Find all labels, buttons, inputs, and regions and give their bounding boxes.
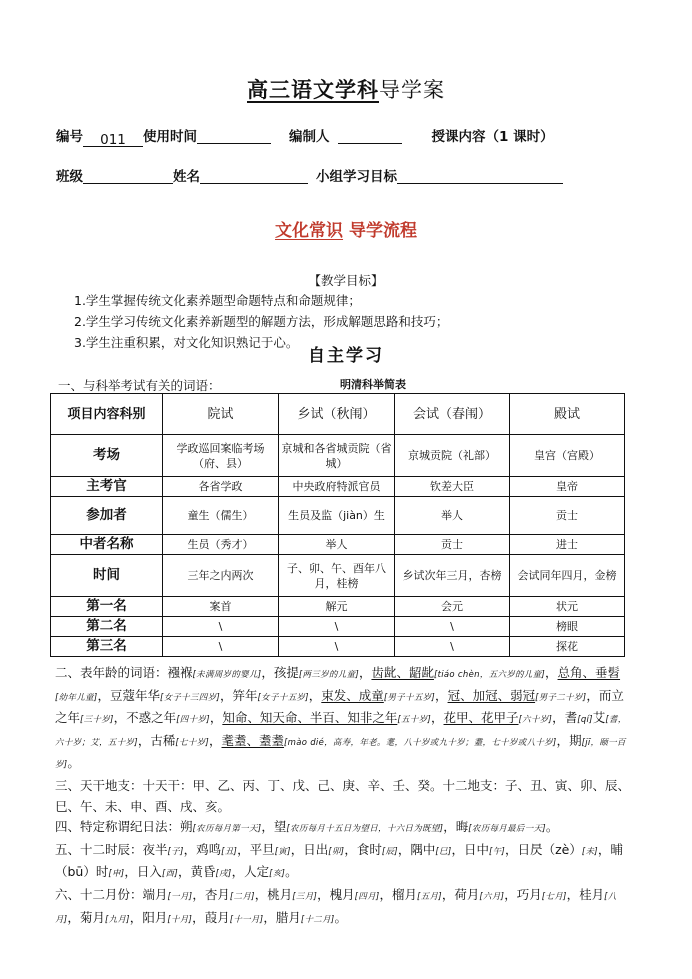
shichen-term: 平旦 xyxy=(249,841,275,857)
table-cell: 生员及监（jiàn）生 xyxy=(279,497,395,535)
month-note: [六月] xyxy=(479,891,505,902)
age-term: 豆蔻年华 xyxy=(109,687,160,703)
special-dates-paragraph xyxy=(55,817,630,840)
month-note: [五月] xyxy=(417,891,442,902)
age-note: [mào dié，高寿，年老。耄，八十岁或九十岁；耋，七十岁或八十岁] xyxy=(284,737,557,748)
table-cell: 中央政府特派官员 xyxy=(279,477,395,497)
month-note: [四月] xyxy=(354,891,380,902)
table-cell: 状元 xyxy=(510,597,625,617)
age-pinyin: [tiáo chèn， xyxy=(433,670,489,680)
table-cell: 举人 xyxy=(279,535,395,555)
separator: ， xyxy=(137,732,151,748)
age-note: [男子十五岁] xyxy=(383,692,436,703)
shichen-note: [丑] xyxy=(221,846,238,857)
month-note: [十一月] xyxy=(229,914,264,925)
age-note: [jī，颐一百岁] xyxy=(55,737,626,771)
meta-line-1 xyxy=(56,125,554,147)
number-label: 编号 xyxy=(56,129,83,145)
date-term: 朔 xyxy=(180,819,193,835)
table-row xyxy=(51,477,625,497)
age-note: [女子十三四岁] xyxy=(159,692,221,703)
time-field[interactable] xyxy=(197,129,271,144)
table-row xyxy=(51,597,625,617)
date-note: [农历每月最后一天] xyxy=(468,824,546,835)
separator: ， xyxy=(129,909,143,925)
goal-item: 1.学生掌握传统文化素养题型命题特点和命题规律； xyxy=(74,293,361,308)
month-term: 菊月 xyxy=(79,909,105,925)
separator: ， xyxy=(209,710,223,726)
age-terms-lead: 二、表年龄的词语： xyxy=(55,665,168,680)
row-header: 第二名 xyxy=(51,617,163,637)
row-header: 中者名称 xyxy=(51,535,163,555)
table-cell: \ xyxy=(163,617,279,637)
shichen-note: [午] xyxy=(489,846,506,857)
month-term: 槐月 xyxy=(329,886,355,902)
table-cell: 学政巡回案临考场（府、县） xyxy=(163,435,279,477)
row-header: 第三名 xyxy=(51,637,163,657)
age-term: 笄年 xyxy=(232,687,258,703)
title-type: 导学案 xyxy=(379,78,445,102)
age-term: 耄耋、耋耋 xyxy=(221,732,285,748)
age-terms-paragraph xyxy=(55,663,630,776)
date-note: [农历每月第一天] xyxy=(192,824,262,835)
separator: ， xyxy=(263,909,276,925)
table-cell: 皇帝 xyxy=(510,477,625,497)
age-term: 耆 xyxy=(564,710,578,726)
shichen-term: 人定 xyxy=(244,864,270,880)
table-cell: \ xyxy=(163,637,279,657)
separator: ， xyxy=(220,687,233,703)
shichen-note: [亥] xyxy=(269,869,286,880)
separator: ， xyxy=(556,732,570,748)
name-field[interactable] xyxy=(200,169,308,184)
table-header: 项目内容科别 xyxy=(51,394,163,435)
month-term: 荷月 xyxy=(454,886,480,902)
goals-heading: 【教学目标】 xyxy=(308,273,384,288)
table-cell: 三年之内两次 xyxy=(163,555,279,597)
separator: ， xyxy=(443,819,456,835)
age-note: [两三岁的儿童] xyxy=(298,670,359,680)
separator: ， xyxy=(431,710,444,726)
table-cell: 皇宫（宫殿） xyxy=(510,435,625,477)
age-term: 知命、知天命、半百、知非之年 xyxy=(222,710,398,726)
month-term: 桂月 xyxy=(579,886,605,902)
table-cell: 会试同年四月，金榜 xyxy=(510,555,625,597)
separator: ， xyxy=(504,886,517,902)
section-title xyxy=(0,216,692,241)
table-cell: 进士 xyxy=(510,535,625,555)
separator: ， xyxy=(67,909,80,925)
age-term: 襁褓 xyxy=(167,665,193,680)
meta-line-2 xyxy=(56,165,563,185)
row-header: 考场 xyxy=(51,435,163,477)
date-term: 望 xyxy=(273,819,287,835)
separator: 。 xyxy=(545,819,559,835)
section-title-sub: 导学流程 xyxy=(343,221,417,241)
goal-item: 3.学生注重积累，对文化知识熟记于心。 xyxy=(74,335,299,350)
table-cell: 子、卯、午、酉年八月，桂榜 xyxy=(279,555,395,597)
month-note: [二月] xyxy=(229,891,255,902)
separator: ， xyxy=(97,687,110,703)
section-title-main: 文化常识 xyxy=(275,221,344,241)
month-note: [七月] xyxy=(541,891,567,902)
table-header: 会试（春闱） xyxy=(395,394,510,435)
age-pinyin: [qí] xyxy=(577,715,593,726)
table-row xyxy=(51,497,625,535)
table-cell: 会元 xyxy=(395,597,510,617)
row-header: 第一名 xyxy=(51,597,163,617)
document-title xyxy=(0,74,692,104)
separator: 。 xyxy=(67,755,80,771)
separator: ， xyxy=(183,841,197,857)
shichen-term: 日中 xyxy=(463,841,489,857)
table-header: 院试 xyxy=(163,394,279,435)
age-term: 总角、垂髫 xyxy=(557,665,621,680)
class-label: 班级 xyxy=(56,169,83,185)
separator: ， xyxy=(113,710,127,726)
shichen-note: [酉] xyxy=(161,869,178,880)
editor-label: 编制人 xyxy=(289,129,330,145)
age-note: 五六岁的儿童] xyxy=(488,670,546,680)
table-cell: 榜眼 xyxy=(510,617,625,637)
month-term: 杏月 xyxy=(204,886,230,902)
age-note: [四十岁] xyxy=(176,715,210,726)
shichen-term: 鸡鸣 xyxy=(196,841,222,857)
separator: 。 xyxy=(334,909,348,925)
table-row xyxy=(51,555,625,597)
table-cell: \ xyxy=(395,617,510,637)
month-term: 端月 xyxy=(142,886,168,902)
row-header: 主考官 xyxy=(51,477,163,497)
month-term: 腊月 xyxy=(275,909,301,925)
shichen-term: 晡（bū）时 xyxy=(55,841,623,880)
separator: ， xyxy=(192,909,205,925)
separator: ， xyxy=(261,665,274,680)
shichen-term: 隅中 xyxy=(410,841,436,857)
age-term: 而立之年 xyxy=(55,687,624,726)
separator: ， xyxy=(192,886,205,902)
month-term: 桃月 xyxy=(267,886,293,902)
separator: ， xyxy=(344,841,357,857)
table-cell: \ xyxy=(279,617,395,637)
table-cell: 童生（儒生） xyxy=(163,497,279,535)
separator: ， xyxy=(441,886,455,902)
content-label: 授课内容（1 课时） xyxy=(431,129,554,145)
age-note: [七十岁] xyxy=(175,737,209,748)
table-row xyxy=(51,435,625,477)
separator: ， xyxy=(545,665,558,680)
shichen-note: [未] xyxy=(581,846,598,857)
exam-terms-lead: 一、与科举考试有关的词语： xyxy=(58,378,221,393)
separator: ， xyxy=(290,841,304,857)
shichen-term: 日出 xyxy=(303,841,329,857)
separator: ， xyxy=(177,864,191,880)
table-cell: \ xyxy=(279,637,395,657)
separator: ， xyxy=(261,819,274,835)
shichen-note: [子] xyxy=(167,846,184,857)
age-term: 齿龀、龆龀 xyxy=(371,665,434,680)
table-cell: 贡士 xyxy=(510,497,625,535)
table-caption: 明清科举简表 xyxy=(340,378,406,391)
age-note: [未满周岁的婴儿] xyxy=(192,670,262,680)
special-dates-lead: 四、特定称谓纪日法： xyxy=(55,819,181,835)
table-cell: 解元 xyxy=(279,597,395,617)
separator: ， xyxy=(231,864,245,880)
name-label: 姓名 xyxy=(173,169,200,185)
age-note: [女子十五岁] xyxy=(257,692,309,703)
shichen-note: [寅] xyxy=(274,846,291,857)
exam-table xyxy=(50,393,625,657)
age-term: 不惑之年 xyxy=(126,710,177,726)
table-cell: 案首 xyxy=(163,597,279,617)
age-note: [五十岁] xyxy=(397,715,431,726)
table-cell: 举人 xyxy=(395,497,510,535)
age-note: [三十岁] xyxy=(80,715,114,726)
age-note: [幼年儿童] xyxy=(55,692,98,703)
shichen-note: [戌] xyxy=(215,869,232,880)
goal-item: 2.学生学习传统文化素养新题型的解题方法，形成解题思路和技巧； xyxy=(74,314,449,329)
shichen-note: [卯] xyxy=(328,846,345,857)
age-term: 花甲、花甲子 xyxy=(443,710,519,726)
separator: ， xyxy=(317,886,330,902)
table-row xyxy=(51,637,625,657)
shichen-lead: 五、十二时辰： xyxy=(55,841,143,857)
separator: ， xyxy=(597,841,611,857)
shichen-paragraph xyxy=(55,840,630,885)
row-header: 时间 xyxy=(51,555,163,597)
month-note: [一月] xyxy=(167,891,193,902)
shichen-term: 日入 xyxy=(136,864,162,880)
row-header: 参加者 xyxy=(51,497,163,535)
separator: ， xyxy=(552,710,565,726)
table-cell: 京城和各省城贡院（省城） xyxy=(279,435,395,477)
editor-field[interactable] xyxy=(338,129,402,144)
separator: ， xyxy=(358,665,372,680)
date-term: 晦 xyxy=(455,819,469,835)
age-term: 孩提 xyxy=(273,665,299,680)
separator: ， xyxy=(505,841,518,857)
separator: ， xyxy=(397,841,411,857)
shichen-note: [辰] xyxy=(381,846,398,857)
table-cell: 贡士 xyxy=(395,535,510,555)
separator: ， xyxy=(451,841,464,857)
month-term: 阳月 xyxy=(142,909,168,925)
month-note: [十二月] xyxy=(300,914,335,925)
separator: ， xyxy=(435,687,448,703)
separator: ， xyxy=(308,687,322,703)
number-field[interactable]: 011 xyxy=(83,132,143,147)
age-term: 束发、成童 xyxy=(321,687,384,703)
age-term: 期 xyxy=(569,732,582,748)
age-term: 古稀 xyxy=(150,732,176,748)
months-lead: 六、十二月份： xyxy=(55,886,143,902)
table-cell: 各省学政 xyxy=(163,477,279,497)
table-header-row xyxy=(51,394,625,435)
separator: ， xyxy=(566,886,580,902)
month-term: 葭月 xyxy=(204,909,230,925)
table-row xyxy=(51,617,625,637)
age-term: 冠、加冠、弱冠 xyxy=(447,687,536,703)
table-cell: 探花 xyxy=(510,637,625,657)
table-cell: 生员（秀才） xyxy=(163,535,279,555)
group-goal-field[interactable] xyxy=(397,169,563,184)
months-paragraph xyxy=(55,885,630,930)
table-header: 乡试（秋闱） xyxy=(279,394,395,435)
table-row xyxy=(51,535,625,555)
month-term: 榴月 xyxy=(392,886,418,902)
separator: ， xyxy=(379,886,393,902)
age-term: 艾 xyxy=(592,710,606,726)
month-term: 巧月 xyxy=(516,886,542,902)
shichen-note: [巳] xyxy=(435,846,452,857)
separator: 。 xyxy=(285,864,298,880)
separator: ， xyxy=(586,687,599,703)
month-note: [十月] xyxy=(167,914,193,925)
shichen-note: [申] xyxy=(108,869,125,880)
month-note: [九月] xyxy=(104,914,130,925)
separator: ， xyxy=(237,841,250,857)
age-note: [男子二十岁] xyxy=(535,692,587,703)
table-header: 殿试 xyxy=(510,394,625,435)
shichen-term: 食时 xyxy=(356,841,382,857)
age-note: [六十岁] xyxy=(518,715,553,726)
date-note: [农历每月十五日为望日，十六日为既望] xyxy=(286,824,444,835)
tiangan-paragraph: 三、天干地支：十天干：甲、乙、丙、丁、戊、己、庚、辛、壬、癸。十二地支：子、丑、寅、卯、辰、巳、午、未、申、酉、戌、亥。 xyxy=(55,777,631,814)
separator: ， xyxy=(254,886,268,902)
time-label: 使用时间 xyxy=(143,129,197,145)
table-cell: 京城贡院（礼部） xyxy=(395,435,510,477)
separator: ， xyxy=(209,732,222,748)
shichen-term: 日昃（zè） xyxy=(517,841,582,857)
table-cell: 钦差大臣 xyxy=(395,477,510,497)
month-note: [三月] xyxy=(292,891,318,902)
separator: ， xyxy=(124,864,137,880)
knowledge-body xyxy=(55,663,630,930)
month-note: [八月] xyxy=(55,891,617,925)
shichen-term: 夜半 xyxy=(142,841,168,857)
table-cell: 乡试次年三月，杏榜 xyxy=(395,555,510,597)
self-study-heading: 自主学习 xyxy=(308,346,384,366)
table-cell: \ xyxy=(395,637,510,657)
class-field[interactable] xyxy=(83,169,173,184)
age-note: [耆，六十岁；艾，五十岁] xyxy=(55,715,627,748)
shichen-term: 黄昏 xyxy=(190,864,216,880)
title-subject: 高三语文学科 xyxy=(247,77,379,102)
group-goal-label: 小组学习目标 xyxy=(316,169,397,185)
